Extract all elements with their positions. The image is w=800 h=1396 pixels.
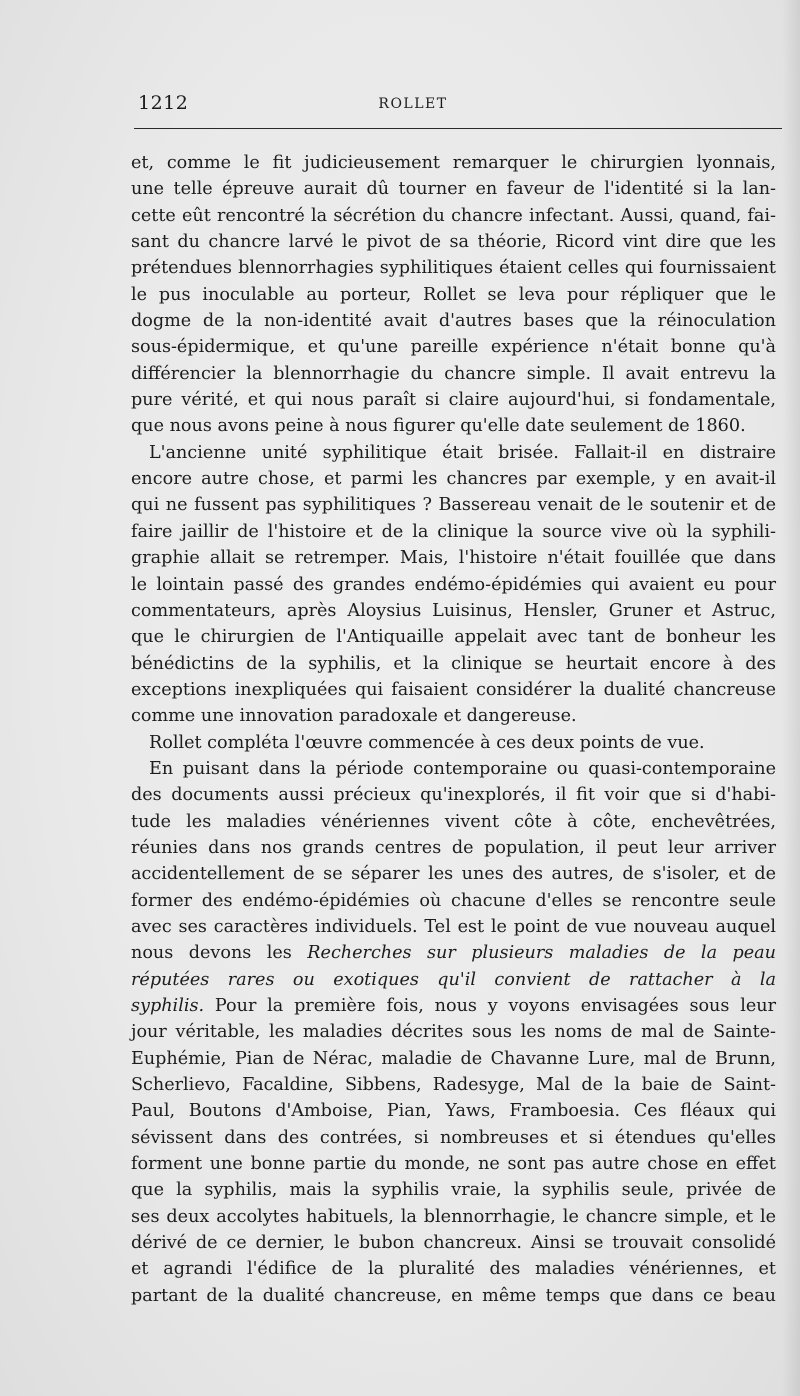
text-line: une telle épreuve aurait dû tourner en faveur de l'identité si la lan-: [131, 179, 776, 200]
text-line-with-title: [131, 940, 776, 966]
text-line: bénédictins de la syphilis, et la clinique se heurtait encore à des: [131, 653, 776, 674]
text-line: dogme de la non-identité avait d'autres bases que la réinoculation: [131, 311, 776, 332]
text-line: cette eût rencontré la sécrétion du chancre infectant. Aussi, quand, fai-: [131, 205, 776, 226]
text-line: sévissent dans des contrées, si nombreuses et si étendues qu'elles: [131, 1127, 776, 1148]
text-line: Scherlievo, Facaldine, Sibbens, Radesyge, Mal de la baie de Saint-: [131, 1075, 776, 1096]
text-line: que nous avons peine à nous figurer qu'elle date seulement de 1860.: [131, 416, 746, 437]
text-line: le pus inoculable au porteur, Rollet se leva pour répliquer que le: [131, 284, 776, 305]
text-line-with-title: [131, 993, 776, 1019]
text-line: graphie allait se retremper. Mais, l'histoire n'était fouillée que dans: [131, 548, 776, 569]
text-line: différencier la blennorrhagie du chancre simple. Il avait entrevu la: [131, 363, 776, 384]
text-line: L'ancienne unité syphilitique était brisée. Fallait-il en distraire: [149, 442, 776, 463]
text-line: accidentellement de se séparer les unes des autres, de s'isoler, et de: [131, 864, 776, 885]
text-line: sant du chancre larvé le pivot de sa théorie, Ricord vint dire que les: [131, 232, 776, 253]
text-line: Paul, Boutons d'Amboise, Pian, Yaws, Framboesia. Ces fléaux qui: [131, 1101, 776, 1122]
running-head: ROLLET: [378, 96, 448, 112]
text-line: avec ses caractères individuels. Tel est le point de vue nouveau auquel: [131, 916, 776, 937]
body-text: [131, 150, 776, 1309]
header-rule: [134, 128, 782, 129]
text-line: commentateurs, après Aloysius Luisinus, Hensler, Gruner et Astruc,: [131, 600, 776, 621]
text-line: que le chirurgien de l'Antiquaille appelait avec tant de bonheur les: [131, 627, 776, 648]
text-line: dérivé de ce dernier, le bubon chancreux. Ainsi se trouvait consolidé: [131, 1233, 776, 1254]
text-line: le lointain passé des grandes endémo-épidémies qui avaient eu pour: [131, 574, 776, 595]
text-line: partant de la dualité chancreuse, en même temps que dans ce beau: [131, 1285, 776, 1306]
text-line: sous-épidermique, et qu'une pareille expérience n'était bonne qu'à: [131, 337, 776, 358]
text-line: prétendues blennorrhagies syphilitiques étaient celles qui fournissaient: [131, 258, 776, 279]
page-number: 1212: [138, 92, 189, 114]
text-run: nous devons les: [131, 943, 292, 964]
text-line: Euphémie, Pian de Nérac, maladie de Chavanne Lure, mal de Brunn,: [131, 1048, 776, 1069]
text-line: Rollet compléta l'œuvre commencée à ces deux points de vue.: [149, 732, 705, 753]
text-line: En puisant dans la période contemporaine ou quasi-contemporaine: [149, 758, 776, 779]
text-line: et, comme le fit judicieusement remarquer le chirurgien lyonnais,: [131, 153, 776, 173]
text-line: faire jaillir de l'histoire et de la clinique la source vive où la syphili-: [131, 521, 776, 542]
text-line: comme une innovation paradoxale et dangereuse.: [131, 706, 577, 727]
text-line: des documents aussi précieux qu'inexplorés, il fit voir que si d'habi-: [131, 785, 776, 806]
text-line: réunies dans nos grands centres de population, il peut leur arriver: [131, 837, 776, 858]
text-line: tude les maladies vénériennes vivent côte à côte, enchevêtrées,: [131, 811, 776, 832]
text-line: et agrandi l'édifice de la pluralité des maladies vénériennes, et: [131, 1259, 776, 1280]
book-title: Recherches sur plusieurs maladies de la peau: [307, 943, 776, 964]
text-line: ses deux accolytes habituels, la blennorrhagie, le chancre simple, et le: [131, 1206, 776, 1227]
text-line: former des endémo-épidémies où chacune d'elles se rencontre seule: [131, 890, 776, 911]
book-title-line: réputées rares ou exotiques qu'il convient de rattacher à la: [131, 969, 776, 990]
page-edge-shadow: [782, 0, 800, 1396]
book-title: syphilis.: [131, 996, 205, 1016]
text-line: qui ne fussent pas syphilitiques ? Bassereau venait de le soutenir et de: [131, 495, 776, 516]
text-line: encore autre chose, et parmi les chancres par exemple, y en avait-il: [131, 469, 776, 490]
text-line: que la syphilis, mais la syphilis vraie, la syphilis seule, privée de: [131, 1180, 776, 1201]
text-line: pure vérité, et qui nous paraît si claire aujourd'hui, si fondamentale,: [131, 390, 776, 411]
text-run: Pour la première fois, nous y voyons envisagées sous leur: [214, 996, 776, 1016]
text-line: jour véritable, les maladies décrites sous les noms de mal de Sainte-: [131, 1022, 776, 1043]
text-line: exceptions inexpliquées qui faisaient considérer la dualité chancreuse: [131, 679, 776, 700]
text-line: forment une bonne partie du monde, ne sont pas autre chose en effet: [131, 1154, 776, 1175]
